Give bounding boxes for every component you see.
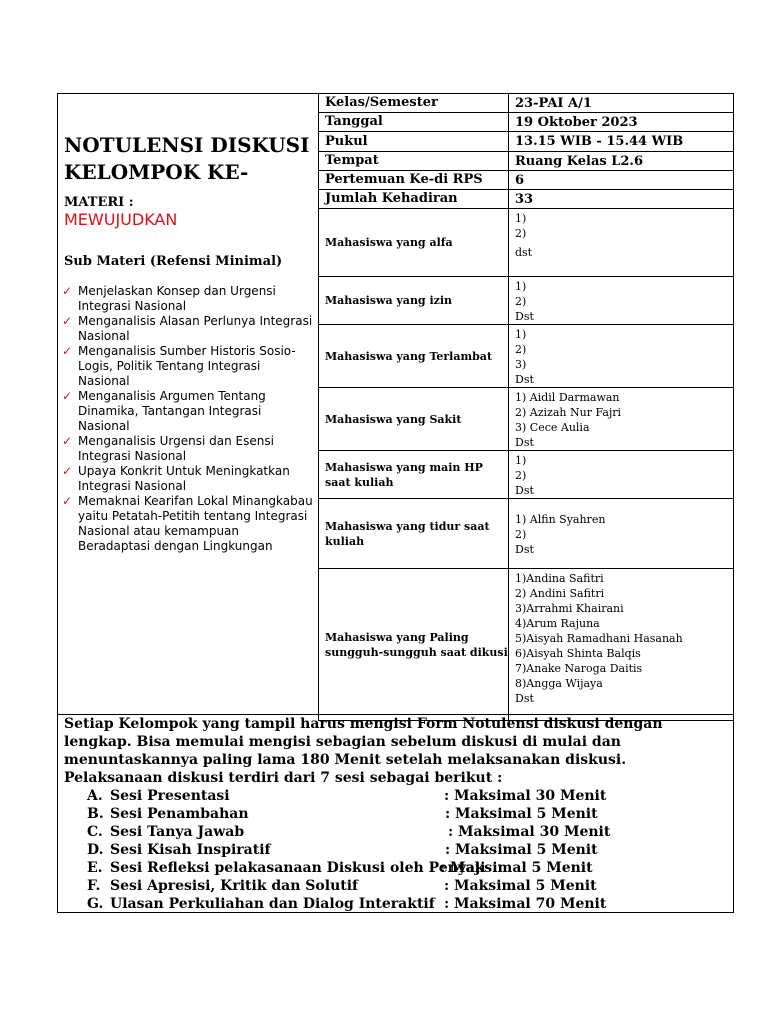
student-entry: 1)	[515, 328, 527, 341]
student-entry: 1)Andina Safitri	[515, 572, 604, 585]
sub-materi-text: Memaknai Kearifan Lokal Minangkabau yaitu Petatah-Petitih tentang Integrasi Nasional atau kemampuan Beradaptasi dengan Lingkungan	[78, 494, 313, 553]
student-entry: 2)	[515, 469, 527, 482]
session-letter: F.	[87, 878, 101, 894]
session-name: Sesi Presentasi	[110, 788, 230, 804]
form-title	[64, 132, 314, 186]
student-entry: 1)	[515, 454, 527, 467]
check-icon: ✓	[62, 344, 73, 358]
info-label: Kelas/Semester	[319, 94, 509, 113]
student-entry: Dst	[515, 692, 534, 705]
instructions-text: Setiap Kelompok yang tampil harus mengisi Form Notulensi diskusi dengan lengkap. Bisa memulai mengisi sebagian sebelum diskusi di mulai dan menuntaskannya paling lama 180 Menit setelah melaksanakan diskusi. Pelaksanaan diskusi terdiri dari 7 sesi sebagai berikut :	[64, 716, 663, 786]
session-item	[64, 787, 724, 805]
materi-value: MEWUJUDKAN	[64, 210, 178, 229]
session-time: : Maksimal 5 Menit	[445, 842, 598, 858]
student-category: Mahasiswa yang izin	[319, 277, 509, 325]
info-table	[318, 93, 734, 721]
info-label: Pukul	[319, 132, 509, 152]
student-entry: 8)Angga Wijaya	[515, 677, 603, 690]
student-entry: 1) Aidil Darmawan	[515, 391, 620, 404]
student-entry: Dst	[515, 484, 534, 497]
info-label: Jumlah Kehadiran	[319, 190, 509, 209]
student-entry: Dst	[515, 436, 534, 449]
check-icon: ✓	[62, 314, 73, 328]
student-entry: 1)	[515, 212, 527, 225]
session-item	[64, 841, 724, 859]
student-entries	[509, 325, 734, 388]
info-value: 6	[509, 171, 734, 190]
materi-label: MATERI :	[64, 195, 134, 210]
student-entries	[509, 388, 734, 451]
student-entry: 3)	[515, 358, 527, 371]
sub-materi-item	[62, 344, 314, 389]
sub-materi-item	[62, 434, 314, 464]
student-entry: 6)Aisyah Shinta Balqis	[515, 647, 641, 660]
sub-materi-item	[62, 389, 314, 434]
student-entry: 2) Andini Safitri	[515, 587, 605, 600]
student-entry: 1) Alfin Syahren	[515, 513, 606, 526]
sub-materi-text: Menjelaskan Konsep dan Urgensi Integrasi Nasional	[78, 284, 276, 313]
session-name: Sesi Apresisi, Kritik dan Solutif	[110, 878, 359, 894]
session-time: : Maksimal 30 Menit	[448, 824, 611, 840]
student-entry: 4)Arum Rajuna	[515, 617, 600, 630]
info-value: 23-PAI A/1	[509, 94, 734, 113]
check-icon: ✓	[62, 494, 73, 508]
info-label: Tanggal	[319, 113, 509, 132]
session-item	[64, 877, 724, 895]
session-time: : Maksimal 5 Menit	[445, 806, 598, 822]
info-value: 19 Oktober 2023	[509, 113, 734, 132]
sub-materi-item	[62, 494, 314, 554]
right-panel	[319, 94, 733, 714]
session-time: : Maksimal 5 Menit	[444, 878, 597, 894]
title-line-2: KELOMPOK KE-	[64, 160, 249, 184]
info-row	[319, 152, 734, 171]
sub-materi-text: Menganalisis Argumen Tentang Dinamika, Tantangan Integrasi Nasional	[78, 389, 266, 433]
session-item	[64, 823, 724, 841]
student-category: Mahasiswa yang Sakit	[319, 388, 509, 451]
student-row	[319, 451, 734, 499]
sub-materi-text: Menganalisis Urgensi dan Esensi Integrasi Nasional	[78, 434, 274, 463]
sub-materi-list	[62, 284, 314, 554]
student-entry: Dst	[515, 543, 534, 556]
session-list	[64, 787, 724, 913]
info-value: 33	[509, 190, 734, 209]
student-row	[319, 277, 734, 325]
student-entries	[509, 569, 734, 721]
form-frame	[57, 93, 734, 913]
left-panel	[58, 94, 319, 714]
top-section	[58, 94, 733, 715]
info-value: Ruang Kelas L2.6	[509, 152, 734, 171]
student-entry: 1)	[515, 280, 527, 293]
student-entry: 2)	[515, 295, 527, 308]
check-icon: ✓	[62, 284, 73, 298]
student-entries	[509, 209, 734, 277]
student-entries	[509, 451, 734, 499]
instructions-section	[64, 715, 724, 913]
info-value: 13.15 WIB - 15.44 WIB	[509, 132, 734, 152]
student-row	[319, 499, 734, 569]
student-entries	[509, 499, 734, 569]
sub-materi-text: Menganalisis Sumber Historis Sosio-Logis, Politik Tentang Integrasi Nasional	[78, 344, 296, 388]
session-time: : Maksimal 70 Menit	[444, 896, 607, 912]
student-entry: 5)Aisyah Ramadhani Hasanah	[515, 632, 683, 645]
student-entry: 2)	[515, 343, 527, 356]
student-category: Mahasiswa yang Terlambat	[319, 325, 509, 388]
session-letter: G.	[87, 896, 104, 912]
student-row	[319, 209, 734, 277]
session-item	[64, 859, 724, 877]
session-name: Sesi Tanya Jawab	[110, 824, 245, 840]
info-row	[319, 190, 734, 209]
session-letter: E.	[87, 860, 103, 876]
sub-materi-item	[62, 464, 314, 494]
student-entry: 2)	[515, 227, 527, 240]
student-category: Mahasiswa yang tidur saat kuliah	[319, 499, 509, 569]
info-row	[319, 132, 734, 152]
student-row	[319, 325, 734, 388]
student-category: Mahasiswa yang alfa	[319, 209, 509, 277]
title-line-1: NOTULENSI DISKUSI	[64, 133, 310, 157]
info-row	[319, 171, 734, 190]
info-label: Pertemuan Ke-di RPS	[319, 171, 509, 190]
student-entry: 3) Cece Aulia	[515, 421, 590, 434]
session-name: Sesi Kisah Inspiratif	[110, 842, 271, 858]
student-category: Mahasiswa yang main HP saat kuliah	[319, 451, 509, 499]
session-name: Ulasan Perkuliahan dan Dialog Interaktif	[110, 896, 435, 912]
check-icon: ✓	[62, 434, 73, 448]
student-row	[319, 569, 734, 721]
student-entry: 3)Arrahmi Khairani	[515, 602, 624, 615]
student-entry: dst	[515, 246, 533, 259]
session-letter: D.	[87, 842, 104, 858]
student-category: Mahasiswa yang Paling sungguh-sungguh saat dikusi	[319, 569, 509, 721]
sub-materi-text: Menganalisis Alasan Perlunya Integrasi Nasional	[78, 314, 313, 343]
info-row	[319, 113, 734, 132]
student-entry: Dst	[515, 373, 534, 386]
session-item	[64, 805, 724, 823]
student-entry: 7)Anake Naroga Daitis	[515, 662, 643, 675]
session-letter: C.	[87, 824, 103, 840]
check-icon: ✓	[62, 389, 73, 403]
session-name: Sesi Penambahan	[110, 806, 249, 822]
sub-materi-item	[62, 314, 314, 344]
check-icon: ✓	[62, 464, 73, 478]
session-item	[64, 895, 724, 913]
student-entries	[509, 277, 734, 325]
sub-materi-text: Upaya Konkrit Untuk Meningkatkan Integrasi Nasional	[78, 464, 290, 493]
student-entry: Dst	[515, 310, 534, 323]
session-time: : Maksimal 30 Menit	[444, 788, 607, 804]
sub-materi-item	[62, 284, 314, 314]
info-row	[319, 94, 734, 113]
student-entry: 2) Azizah Nur Fajri	[515, 406, 622, 419]
session-letter: B.	[87, 806, 104, 822]
info-label: Tempat	[319, 152, 509, 171]
session-name: Sesi Refleksi pelakasanaan Diskusi oleh Penyaji	[110, 860, 486, 876]
sub-materi-title: Sub Materi (Refensi Minimal)	[64, 254, 283, 269]
session-time: : Maksimal 5 Menit	[440, 860, 593, 876]
student-entry: 2)	[515, 528, 527, 541]
student-row	[319, 388, 734, 451]
session-letter: A.	[87, 788, 103, 804]
